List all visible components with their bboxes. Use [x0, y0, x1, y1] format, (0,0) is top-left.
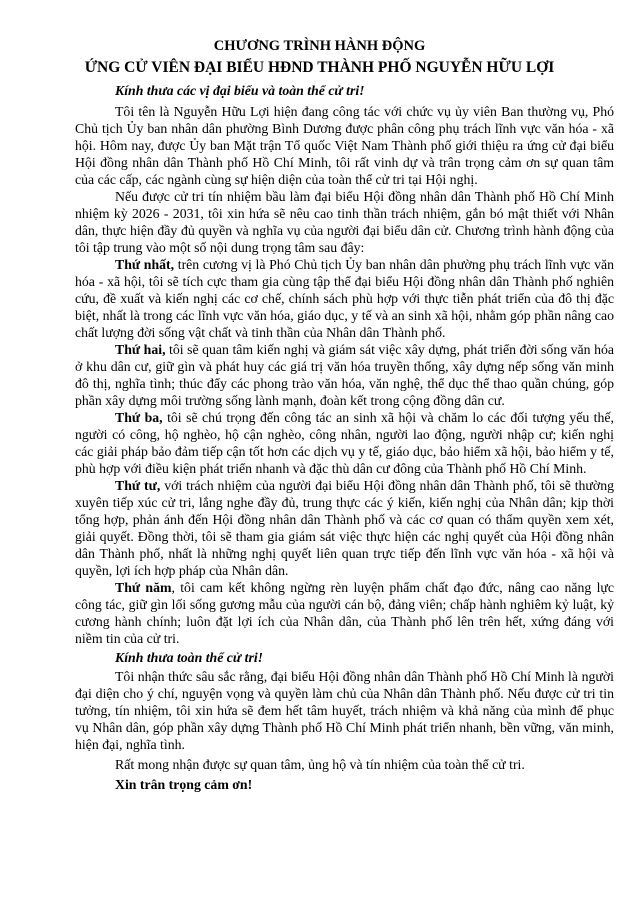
paragraph-point-2 [75, 341, 614, 409]
paragraph-point-3 [75, 409, 614, 477]
paragraph-support-request: Rất mong nhận được sự quan tâm, ủng hộ và tín nhiệm của toàn thể cử tri. [115, 757, 525, 772]
doc-title-line-1: CHƯƠNG TRÌNH HÀNH ĐỘNG [213, 38, 426, 54]
point-1-text: trên cương vị là Phó Chủ tịch Ủy ban nhân dân phường phụ trách lĩnh vực văn hóa - xã hội, tôi sẽ tích cực tham gia cùng tập thể đại biểu Hội đồng nhân dân Thành phố nghiên cứu, đề xuất và kiến nghị các cơ chế, chính sách phù hợp với thực tiễn phát triển của đô thị đặc biệt, nhất là trong các lĩnh vực văn hóa, giáo dục, y tế và an sinh xã hội, nhằm góp phần nâng cao chất lượng đời sống vật chất và tinh thần của Nhân dân Thành phố. [75, 257, 614, 340]
paragraph-intro: Tôi tên là Nguyễn Hữu Lợi hiện đang công tác với chức vụ ủy viên Ban thường vụ, Phó Chủ tịch Ủy ban nhân dân phường Bình Dương được phân công phụ trách lĩnh vực văn hóa - xã hội. Hôm nay, được Ủy ban Mặt trận Tổ quốc Việt Nam Thành phố giới thiệu ra ứng cử đại biểu Hội đồng nhân dân Thành phố Hồ Chí Minh, tôi rất vinh dự và trân trọng cảm ơn sự quan tâm của các cấp, các ngành cùng sự hiện diện của toàn thể cử tri tại Hội nghị. [75, 104, 614, 187]
point-3-lead: Thứ ba, [115, 410, 163, 425]
paragraph-point-5 [75, 579, 614, 647]
point-4-text: với trách nhiệm của người đại biểu Hội đồng nhân dân Thành phố, tôi sẽ thường xuyên tiếp xúc cử tri, lắng nghe đầy đủ, trung thực các ý kiến, kiến nghị của Nhân dân; kịp thời tổng hợp, phản ánh đến Hội đồng nhân dân Thành phố và các cơ quan có thẩm quyền xem xét, giải quyết. Đồng thời, tôi sẽ tham gia giám sát việc thực hiện các nghị quyết của Hội đồng nhân dân Thành phố, nhất là những nghị quyết liên quan trực tiếp đến lĩnh vực văn hóa - xã hội và quyền, lợi ích hợp pháp của Nhân dân. [75, 478, 614, 578]
point-5-text: , tôi cam kết không ngừng rèn luyện phẩm chất đạo đức, nâng cao năng lực công tác, giữ gìn lối sống gương mẫu của người cán bộ, đảng viên; chấp hành nghiêm kỷ luật, kỷ cương hành chính; luôn đặt lợi ích của Nhân dân, của Thành phố lên trên hết, xứng đáng với niềm tin của cử tri. [75, 580, 615, 646]
paragraph-thanks: Xin trân trọng cảm ơn! [115, 777, 253, 792]
paragraph-point-1 [75, 256, 614, 341]
salutation-opening: Kính thưa các vị đại biểu và toàn thể cử tri! [115, 83, 365, 98]
paragraph-point-4 [75, 477, 614, 579]
point-3-text: tôi sẽ chú trọng đến công tác an sinh xã hội và chăm lo các đối tượng yếu thế, người có công, hộ nghèo, hộ cận nghèo, công nhân, người lao động, người nhập cư; kiến nghị các giải pháp bảo đảm tiếp cận tốt hơn các dịch vụ y tế, giáo dục, bảo hiểm xã hội, bảo hiểm y tế, phù hợp với điều kiện phát triển nhanh và đặc thù dân cư đông của Thành phố Hồ Chí Minh. [75, 410, 614, 476]
point-5-lead: Thứ năm [115, 580, 172, 595]
point-2-lead: Thứ hai, [115, 342, 166, 357]
paragraph-commitment: Tôi nhận thức sâu sắc rằng, đại biểu Hội đồng nhân dân Thành phố Hồ Chí Minh là người đại diện cho ý chí, nguyện vọng và quyền làm chủ của Nhân dân Thành phố. Nếu được cử tri tin tưởng, tín nhiệm, tôi xin hứa sẽ đem hết tâm huyết, trách nhiệm và khả năng của mình để phục vụ Nhân dân, góp phần xây dựng Thành phố Hồ Chí Minh phát triển nhanh, bền vững, văn minh, hiện đại, nghĩa tình. [75, 669, 614, 752]
point-4-lead: Thứ tư, [115, 478, 161, 493]
document-title [25, 36, 614, 79]
point-2-text: tôi sẽ quan tâm kiến nghị và giám sát việc xây dựng, phát triển đời sống văn hóa ở khu dân cư, giữ gìn và phát huy các giá trị văn hóa truyền thống, xây dựng nếp sống văn minh đô thị, nghĩa tình; thúc đẩy các phong trào văn hóa, văn nghệ, thể dục thể thao quần chúng, góp phần xây dựng môi trường sống lành mạnh, đoàn kết trong cộng đồng dân cư. [75, 342, 614, 408]
paragraph-pledge: Nếu được cử tri tín nhiệm bầu làm đại biểu Hội đồng nhân dân Thành phố Hồ Chí Minh nhiệm kỳ 2026 - 2031, tôi xin hứa sẽ nêu cao tinh thần trách nhiệm, gắn bó mật thiết với Nhân dân, thực hiện đầy đủ quyền và nghĩa vụ của người đại biểu dân cử. Chương trình hành động của tôi tập trung vào một số nội dung trọng tâm sau đây: [75, 189, 614, 255]
point-1-lead: Thứ nhất, [115, 257, 175, 272]
salutation-voters: Kính thưa toàn thể cử tri! [115, 650, 264, 665]
doc-title-line-2: ỨNG CỬ VIÊN ĐẠI BIỂU HĐND THÀNH PHỐ NGUYỄN HỮU LỢI [84, 59, 555, 76]
